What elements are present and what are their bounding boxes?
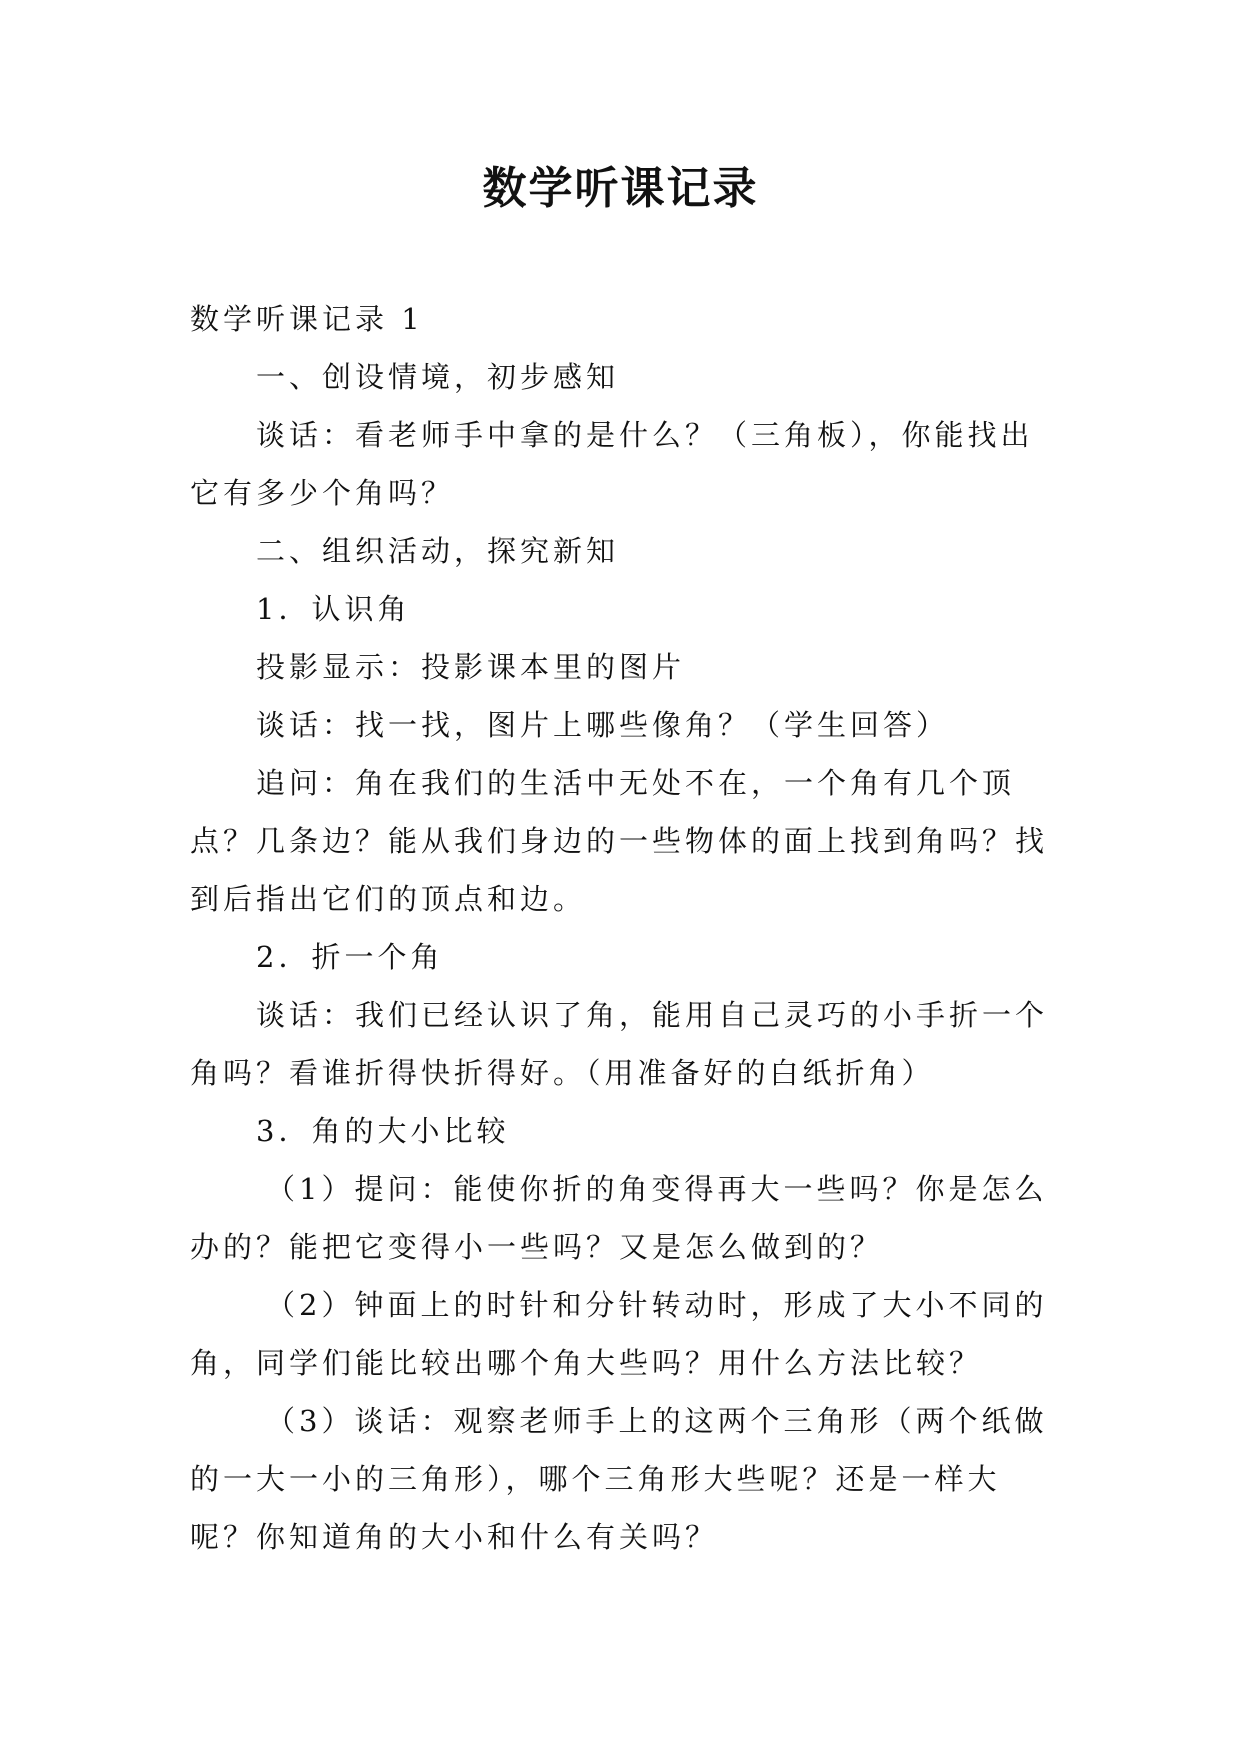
document-body [190, 290, 1060, 1566]
paragraph: （3）谈话：观察老师手上的这两个三角形（两个纸做的一大一小的三角形），哪个三角形大些呢？还是一样大呢？你知道角的大小和什么有关吗？ [190, 1404, 1048, 1554]
paragraph: 谈话：我们已经认识了角，能用自己灵巧的小手折一个角吗？看谁折得快折得好。（用准备好的白纸折角） [190, 998, 1049, 1090]
paragraph: 追问：角在我们的生活中无处不在，一个角有几个顶点？几条边？能从我们身边的一些物体的面上找到角吗？找到后指出它们的顶点和边。 [190, 766, 1049, 916]
paragraph: 2．折一个角 [256, 940, 444, 974]
section-heading: 数学听课记录 1 [190, 302, 424, 336]
paragraph: 谈话：看老师手中拿的是什么？（三角板），你能找出它有多少个角吗？ [190, 418, 1034, 510]
paragraph: 二、组织活动，探究新知 [256, 534, 620, 568]
paragraph: 3．角的大小比较 [256, 1114, 510, 1148]
document-title: 数学听课记录 [482, 163, 759, 214]
paragraph: 1．认识角 [256, 592, 411, 626]
paragraph: 谈话：找一找，图片上哪些像角？（学生回答） [256, 708, 950, 742]
paragraph: （1）提问：能使你折的角变得再大一些吗？你是怎么办的？能把它变得小一些吗？又是怎么做到的？ [190, 1172, 1048, 1264]
paragraph: 投影显示：投影课本里的图片 [256, 650, 686, 684]
paragraph: （2）钟面上的时针和分针转动时，形成了大小不同的角，同学们能比较出哪个角大些吗？用什么方法比较？ [190, 1288, 1048, 1380]
paragraph: 一、创设情境，初步感知 [256, 360, 620, 394]
